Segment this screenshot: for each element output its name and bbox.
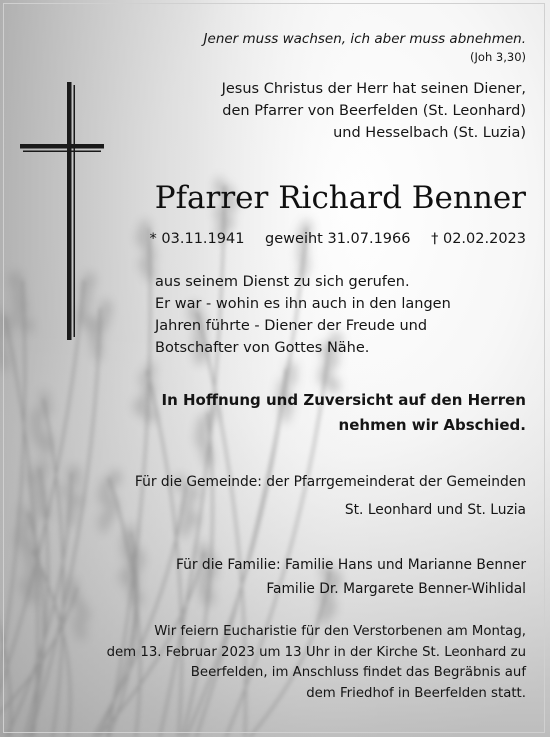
intro-line: den Pfarrer von Beerfelden (St. Leonhard) [222, 103, 526, 119]
farewell-statement [162, 388, 526, 438]
bible-reference: (Joh 3,30) [470, 50, 526, 64]
family-line: Für die Familie: Familie Hans und Marianne Benner [175, 557, 526, 573]
service-line: dem 13. Februar 2023 um 13 Uhr in der Kirche St. Leonhard zu [106, 644, 526, 660]
intro-text [222, 78, 526, 144]
farewell-line: nehmen wir Abschied. [338, 416, 526, 434]
farewell-line: In Hoffnung und Zuversicht auf den Herren [161, 391, 526, 409]
service-information [107, 622, 526, 704]
life-dates [150, 229, 526, 249]
ordination-date: geweiht 31.07.1966 [265, 231, 411, 247]
service-line: Wir feiern Eucharistie für den Verstorbenen am Montag, [154, 624, 526, 639]
body-text [155, 271, 451, 359]
bible-quote: Jener muss wachsen, ich aber muss abnehmen. [203, 31, 526, 47]
body-line: aus seinem Dienst zu sich gerufen. [155, 274, 410, 290]
intro-line: Jesus Christus der Herr hat seinen Diener, [221, 81, 526, 97]
birth-date: * 03.11.1941 [149, 231, 245, 247]
family-line: Familie Dr. Margarete Benner-Wihlidal [266, 581, 526, 597]
body-line: Botschafter von Gottes Nähe. [155, 340, 370, 356]
parish-mourners [135, 468, 526, 524]
service-line: Beerfelden, im Anschluss findet das Begräbnis auf [190, 665, 526, 680]
cross-icon [20, 82, 104, 340]
intro-line: und Hesselbach (St. Luzia) [333, 125, 526, 141]
parish-line: St. Leonhard und St. Luzia [344, 502, 526, 518]
parish-line: Für die Gemeinde: der Pfarrgemeinderat der Gemeinden [134, 474, 526, 490]
body-line: Er war - wohin es ihn auch in den langen [155, 296, 451, 312]
death-date: † 02.02.2023 [431, 231, 526, 247]
family-mourners [176, 553, 526, 601]
body-line: Jahren führte - Diener der Freude und [155, 318, 428, 334]
service-line: dem Friedhof in Beerfelden statt. [306, 685, 526, 701]
deceased-name: Pfarrer Richard Benner [154, 180, 526, 216]
